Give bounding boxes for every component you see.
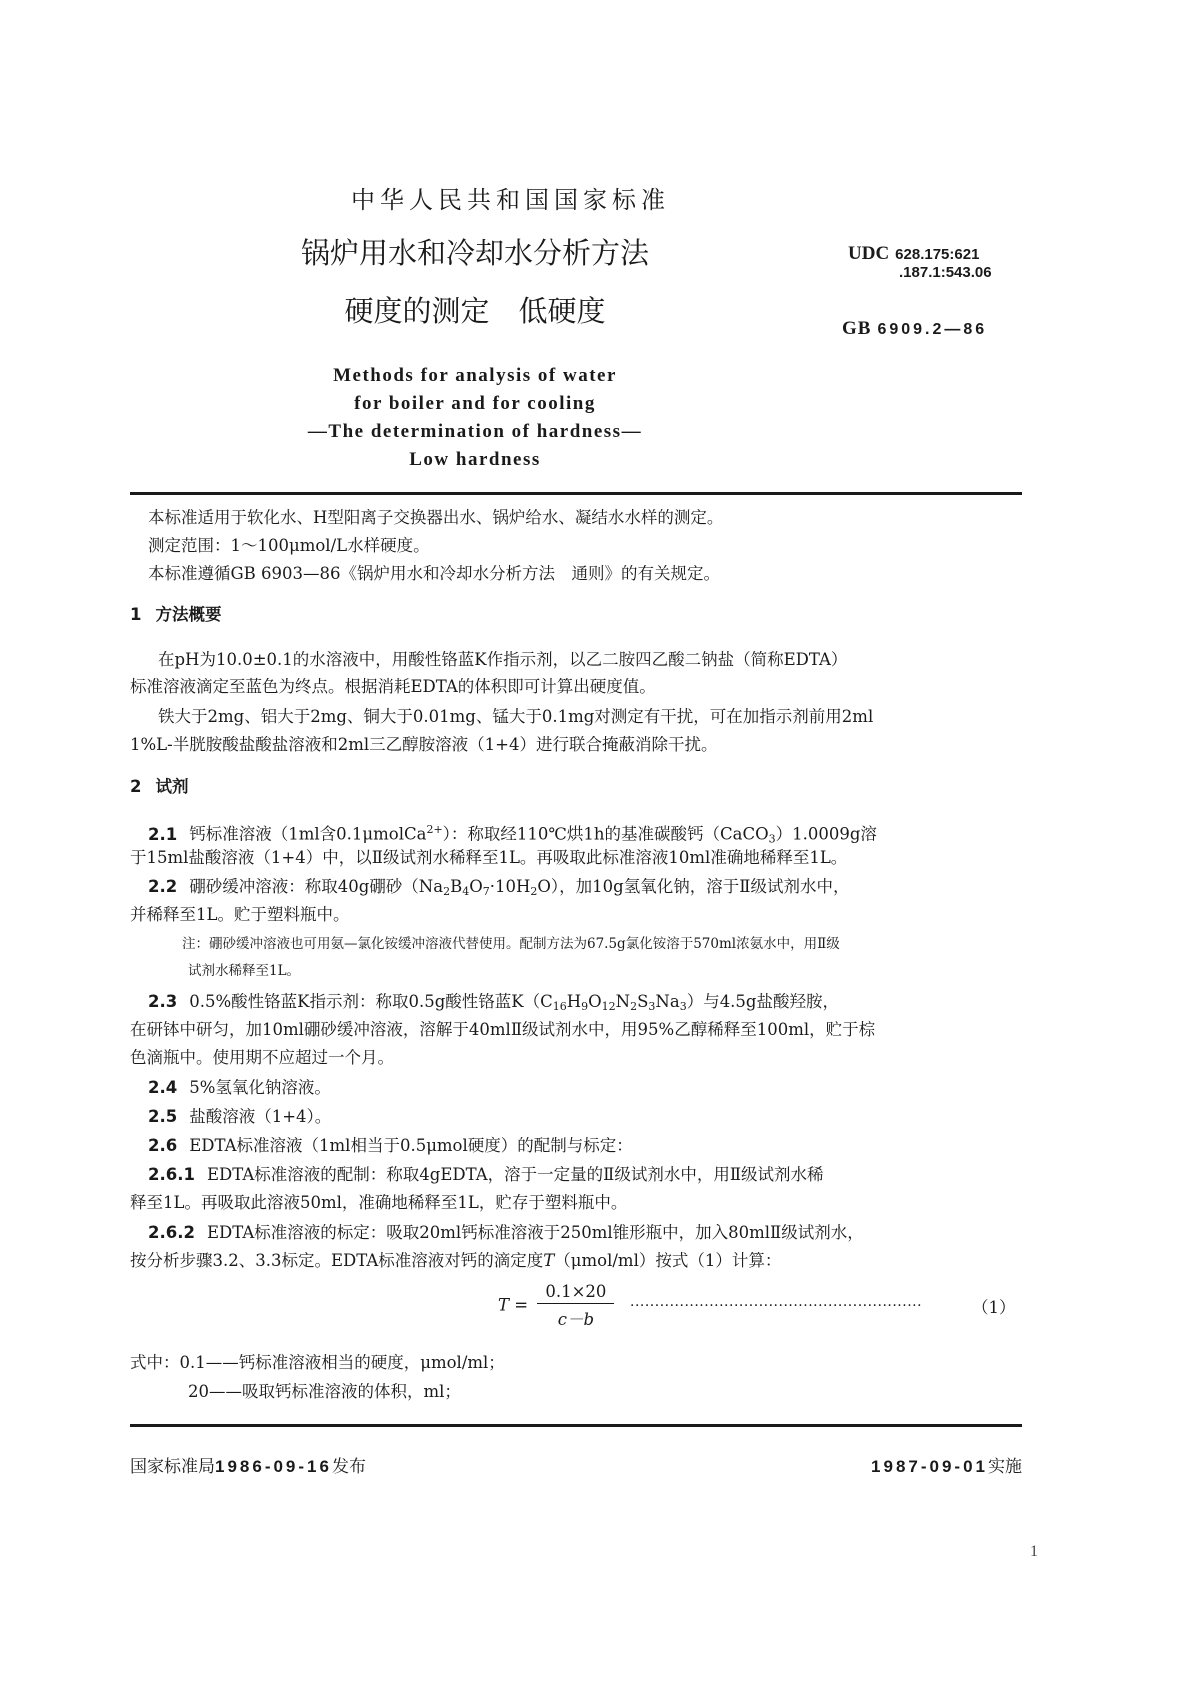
clause-2-2-text-e: O），加10g氢氧化钠，溶于Ⅱ级试剂水中， xyxy=(537,877,850,896)
clause-2-2-sub4: 2 xyxy=(530,885,538,898)
clause-2-6-text: EDTA标准溶液（1ml相当于0.5μmol硬度）的配制与标定： xyxy=(189,1136,633,1155)
national-standard-text: 中华人民共和国国家标准 xyxy=(351,186,670,214)
section2-heading xyxy=(130,772,1022,802)
effective-info xyxy=(871,1452,1022,1477)
formula-1 xyxy=(130,1282,1022,1338)
clause-2-2-line2: 并稀释至1L。贮于塑料瓶中。 xyxy=(130,905,350,924)
udc-code xyxy=(848,245,992,282)
formula-denominator: c－b xyxy=(557,1310,595,1329)
effective-date: 1987-09-01 xyxy=(871,1457,988,1476)
gb-label: GB xyxy=(842,318,872,339)
clause-2-1-text-a: 钙标准溶液（1ml含0.1μmolCa xyxy=(189,824,427,844)
clause-2-3-text-e: S xyxy=(637,992,649,1011)
clause-2-1-text-b: ）：称取经110℃烘1h的基准碳酸钙（CaCO xyxy=(442,824,769,844)
where-line2: 20——吸取钙标准溶液的体积，ml； xyxy=(188,1382,461,1401)
gb-number xyxy=(842,318,987,340)
clause-2-6-1-line2: 释至1L。再吸取此溶液50ml，准确地稀释至1L，贮存于塑料瓶中。 xyxy=(130,1193,628,1212)
title-en xyxy=(245,362,705,474)
clause-2-6-2-line2 xyxy=(130,1246,1022,1276)
formula-numerator: 0.1×20 xyxy=(537,1282,614,1304)
gb-code: 6909.2—86 xyxy=(877,321,988,338)
title-cn-line2: 硬度的测定 低硬度 xyxy=(344,294,606,328)
clause-2-3-text-f: Na xyxy=(655,992,680,1011)
clause-2-2-note-line2: 试剂水稀释至1L。 xyxy=(188,963,301,979)
section2-title: 试剂 xyxy=(155,777,189,796)
clause-2-2-sub1: 2 xyxy=(443,885,451,898)
clause-2-6-2-text: EDTA标准溶液的标定：吸取20ml钙标准溶液于250ml锥形瓶中，加入80mlⅡ级试剂水， xyxy=(206,1223,864,1242)
where-line1: 式中：0.1——钙标准溶液相当的硬度，μmol/ml； xyxy=(130,1353,505,1372)
clause-2-3-sub4: 2 xyxy=(630,1000,638,1013)
clause-2-5-number: 2.5 xyxy=(148,1107,178,1126)
clause-2-6-2-text-a: 按分析步骤3.2、3.3标定。EDTA标准溶液对钙的滴定度 xyxy=(130,1251,544,1270)
title-en-line1: Methods for analysis of water xyxy=(333,365,617,386)
clause-2-6-2-var: T xyxy=(543,1251,555,1270)
section1-para2-line1: 铁大于2mg、铝大于2mg、铜大于0.01mg、锰大于0.1mg对测定有干扰，可在加指示剂前用2ml xyxy=(158,707,874,726)
section1-para2-line2: 1%L-半胱胺酸盐酸盐溶液和2ml三乙醇胺溶液（1+4）进行联合掩蔽消除干扰。 xyxy=(130,735,718,754)
title-en-line3: —The determination of hardness— xyxy=(307,421,643,442)
udc-line2: .187.1:543.06 xyxy=(899,264,992,281)
issue-info xyxy=(130,1452,366,1477)
clause-2-6 xyxy=(130,1131,1040,1161)
issue-suffix: 发布 xyxy=(331,1457,366,1477)
clause-2-1-number: 2.1 xyxy=(148,824,178,844)
formula-fraction xyxy=(537,1282,614,1330)
clause-2-3-sub5: 3 xyxy=(648,1000,656,1013)
section1-para1-line2: 标准溶液滴定至蓝色为终点。根据消耗EDTA的体积即可计算出硬度值。 xyxy=(130,677,656,696)
clause-2-3-line3: 色滴瓶中。使用期不应超过一个月。 xyxy=(130,1048,394,1067)
udc-line1: 628.175:621 xyxy=(895,246,980,263)
formula-number: （1） xyxy=(972,1298,1016,1317)
page-number: 1 xyxy=(1030,1543,1038,1560)
section1-para1-line1: 在pH为10.0±0.1的水溶液中，用酸性铬蓝K作指示剂，以乙二胺四乙酸二钠盐（简称EDTA） xyxy=(158,650,848,669)
formula-leader-dots: ··························································· xyxy=(630,1298,923,1314)
clause-2-3-text-a: 0.5%酸性铬蓝K指示剂：称取0.5g酸性铬蓝K（C xyxy=(189,992,553,1011)
clause-2-2-sub2: 4 xyxy=(462,885,470,898)
title-cn-line1: 锅炉用水和冷却水分析方法 xyxy=(300,236,649,270)
clause-2-3-text-c: O xyxy=(588,992,602,1011)
clause-2-6-1-number: 2.6.1 xyxy=(148,1165,195,1184)
title-en-line2: for boiler and for cooling xyxy=(354,393,596,414)
clause-2-6-1-text: EDTA标准溶液的配制：称取4gEDTA，溶于一定量的Ⅱ级试剂水中，用Ⅱ级试剂水稀 xyxy=(206,1165,824,1184)
clause-2-3-text-d: N xyxy=(615,992,631,1011)
section1-number: 1 xyxy=(130,605,142,624)
clause-2-3-line2: 在研钵中研匀，加10ml硼砂缓冲溶液，溶解于40mlⅡ级试剂水中，用95%乙醇稀释至100ml，贮于棕 xyxy=(130,1020,876,1039)
intro-line2: 测定范围：1～100μmol/L水样硬度。 xyxy=(148,536,430,555)
clause-2-2-text-d: ·10H xyxy=(489,877,531,896)
clause-2-6-2-text-b: （μmol/ml）按式（1）计算： xyxy=(554,1251,782,1270)
formula-lhs: T xyxy=(498,1295,510,1315)
section2-number: 2 xyxy=(130,777,142,796)
clause-2-3-text-g: ）与4.5g盐酸羟胺， xyxy=(686,992,839,1011)
section1-heading xyxy=(130,600,1022,630)
bottom-rule xyxy=(130,1424,1022,1427)
clause-2-1-line2: 于15ml盐酸溶液（1+4）中，以Ⅱ级试剂水稀释至1L。再吸取此标准溶液10ml准确地稀释至1L。 xyxy=(130,848,848,867)
clause-2-2-number: 2.2 xyxy=(148,877,178,896)
clause-2-6-number: 2.6 xyxy=(148,1136,178,1155)
clause-2-5 xyxy=(130,1102,1040,1132)
clause-2-3-sub6: 3 xyxy=(679,1000,687,1013)
clause-2-2-text-c: O xyxy=(469,877,483,896)
clause-2-6-1-line1 xyxy=(130,1160,1040,1190)
intro-line3: 本标准遵循GB 6903—86《锅炉用水和冷却水分析方法 通则》的有关规定。 xyxy=(148,564,721,583)
section1-title: 方法概要 xyxy=(155,605,222,624)
issuer: 国家标准局 xyxy=(130,1457,215,1477)
title-en-line4: Low hardness xyxy=(409,449,541,470)
clause-2-4 xyxy=(130,1073,1040,1103)
clause-2-1-sub: 3 xyxy=(768,832,776,846)
clause-2-3-text-b: H xyxy=(566,992,582,1011)
clause-2-5-text: 盐酸溶液（1+4）。 xyxy=(189,1107,332,1126)
clause-2-2-sub3: 7 xyxy=(482,885,490,898)
clause-2-6-2-number: 2.6.2 xyxy=(148,1223,195,1242)
formula-expression xyxy=(498,1282,614,1330)
national-standard-heading xyxy=(0,180,1191,215)
clause-2-6-2-line1 xyxy=(130,1218,1040,1248)
formula-equals: = xyxy=(514,1295,529,1315)
clause-2-2-text-a: 硼砂缓冲溶液：称取40g硼砂（Na xyxy=(189,877,444,896)
effective-suffix: 实施 xyxy=(988,1457,1022,1477)
udc-label: UDC xyxy=(848,243,890,264)
clause-2-4-text: 5%氢氧化钠溶液。 xyxy=(189,1078,331,1097)
intro-line1: 本标准适用于软化水、H型阳离子交换器出水、锅炉给水、凝结水水样的测定。 xyxy=(148,508,724,527)
clause-2-3-sub1: 16 xyxy=(552,1000,567,1013)
clause-2-3-sub2: 9 xyxy=(581,1000,589,1013)
top-rule xyxy=(130,492,1022,495)
clause-2-4-number: 2.4 xyxy=(148,1078,178,1097)
clause-2-3-number: 2.3 xyxy=(148,992,178,1011)
issue-date: 1986-09-16 xyxy=(215,1457,332,1476)
clause-2-3-sub3: 12 xyxy=(601,1000,616,1013)
clause-2-1-sup: 2+ xyxy=(426,823,443,836)
clause-2-1-text-c: ）1.0009g溶 xyxy=(775,824,877,844)
clause-2-2-text-b: B xyxy=(450,877,463,896)
clause-2-2-note-line1: 注：硼砂缓冲溶液也可用氨—氯化铵缓冲溶液代替使用。配制方法为67.5g氯化铵溶于570ml浓氨水中，用Ⅱ级 xyxy=(182,936,840,952)
